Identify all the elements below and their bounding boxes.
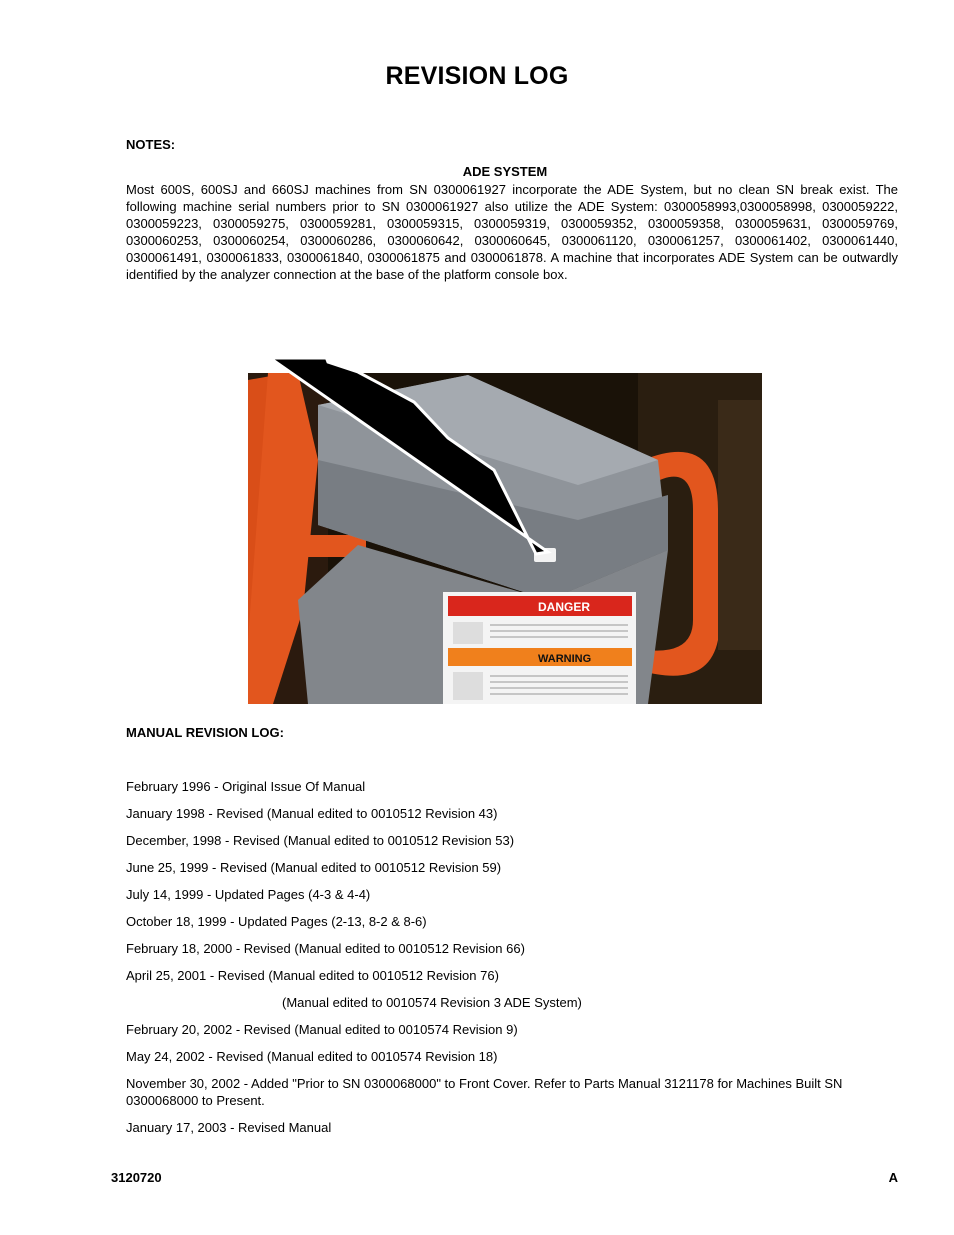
ade-system-heading: ADE SYSTEM	[462, 164, 548, 179]
revision-list	[126, 778, 898, 1146]
notes-label: NOTES:	[126, 137, 176, 152]
revision-entry: April 25, 2001 - Revised (Manual edited to 0010512 Revision 76)	[126, 968, 499, 983]
console-box-illustration	[248, 310, 762, 704]
revision-entry-continuation: (Manual edited to 0010574 Revision 3 ADE System)	[282, 995, 582, 1010]
revision-entry: November 30, 2002 - Added "Prior to SN 0300068000" to Front Cover. Refer to Parts Manual 3121178 for Machines Built SN 0300068000 to Present.	[126, 1076, 843, 1108]
revision-entry: February 1996 - Original Issue Of Manual	[126, 779, 366, 794]
revision-entry: July 14, 1999 - Updated Pages (4-3 & 4-4)	[126, 887, 371, 902]
revision-entry: January 1998 - Revised (Manual edited to 0010512 Revision 43)	[126, 806, 498, 821]
ade-system-paragraph: Most 600S, 600SJ and 660SJ machines from SN 0300061927 incorporate the ADE System, but no clean SN break exist. The following machine serial numbers prior to SN 0300061927 also utilize the ADE System: 0300058993,0300058998, 0300059222, 0300059223, 0300059275, 0300059281, 0300059315, 0300059319, 0300059352, 0300059358, 0300059631, 0300059769, 0300060253, 0300060254, 0300060286, 0300060642, 0300060645, 0300061120, 0300061257, 0300061402, 0300061440, 0300061491, 0300061833, 0300061840, 0300061875 and 0300061878. A machine that incorporates ADE System can be outwardly identified by the analyzer connection at the base of the platform console box.	[126, 182, 898, 282]
danger-label: DANGER	[538, 600, 591, 614]
safety-decal	[443, 592, 636, 704]
document-number: 3120720	[111, 1170, 162, 1185]
revision-entry: December, 1998 - Revised (Manual edited to 0010512 Revision 53)	[126, 833, 515, 848]
warning-label: WARNING	[538, 653, 592, 665]
revision-entry: February 18, 2000 - Revised (Manual edited to 0010512 Revision 66)	[126, 941, 525, 956]
console-box-photo	[248, 310, 762, 704]
revision-entry: October 18, 1999 - Updated Pages (2-13, 8-2 & 8-6)	[126, 914, 427, 929]
revision-letter: A	[888, 1170, 898, 1185]
page-title: REVISION LOG	[385, 62, 569, 90]
revision-entry: June 25, 1999 - Revised (Manual edited to 0010512 Revision 59)	[126, 860, 502, 875]
revision-entry: February 20, 2002 - Revised (Manual edited to 0010574 Revision 9)	[126, 1022, 518, 1037]
revision-entry: January 17, 2003 - Revised Manual	[126, 1120, 332, 1135]
revision-entry: May 24, 2002 - Revised (Manual edited to 0010574 Revision 18)	[126, 1049, 498, 1064]
manual-revision-log-label: MANUAL REVISION LOG:	[126, 725, 284, 740]
